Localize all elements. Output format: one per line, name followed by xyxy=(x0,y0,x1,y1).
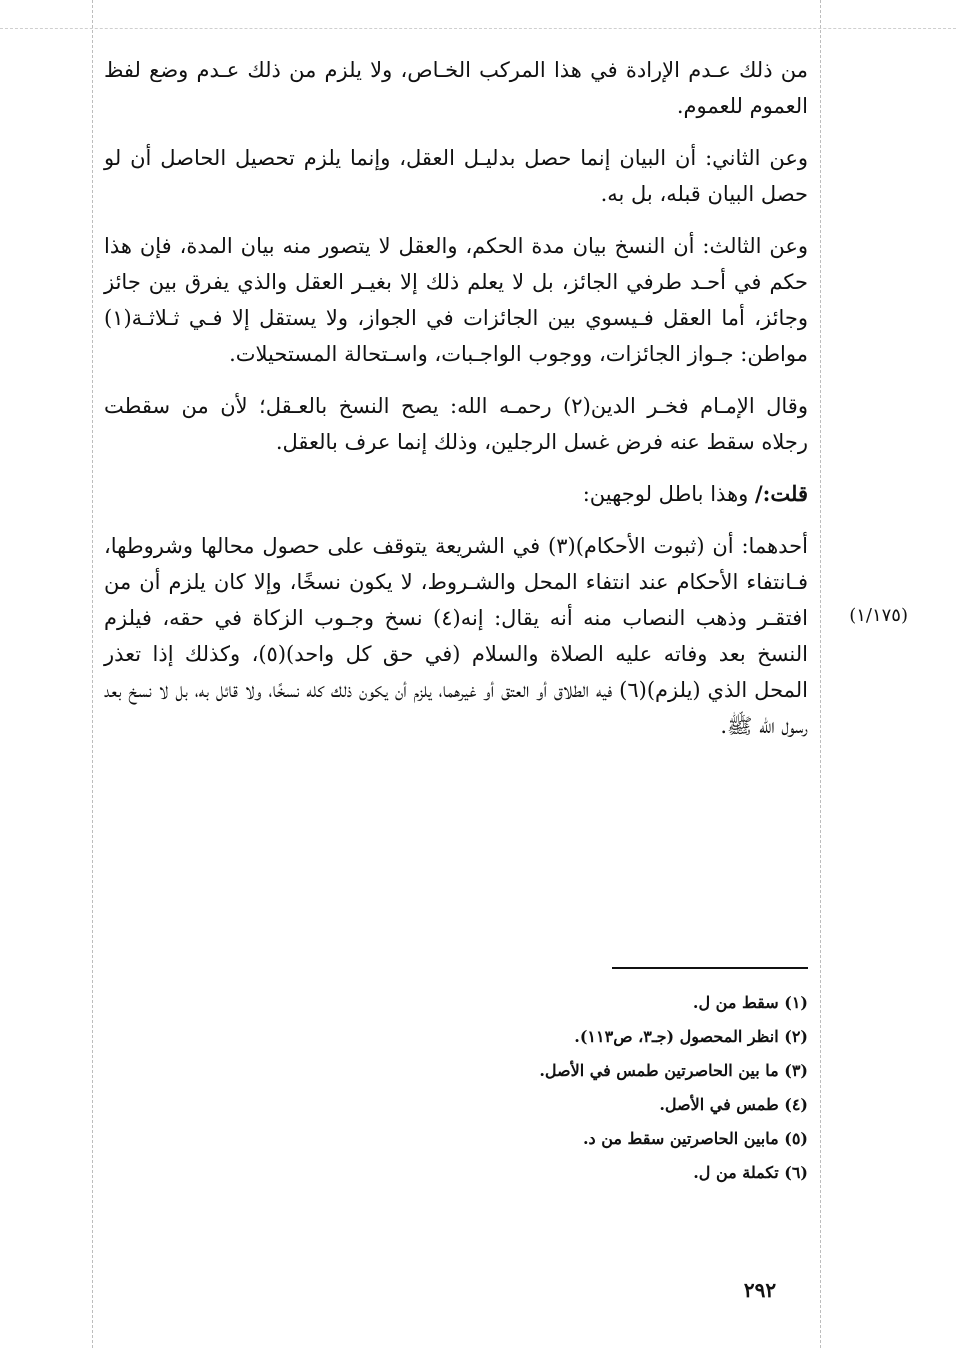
paragraph: من ذلك عـدم الإرادة في هذا المركب الخـاص، ولا يلزم من ذلك عـدم وضع لفظ العموم للعموم. xyxy=(104,58,808,118)
scan-guide-line xyxy=(92,0,93,1348)
scan-guide-line xyxy=(820,0,821,1348)
qult-text: وهذا باطل لوجهين: xyxy=(582,482,755,506)
footnote: (٦) تكملة من ل. xyxy=(693,1163,808,1182)
footnote: (٢) انظر المحصول (جـ٣، ص١١٣). xyxy=(574,1027,808,1046)
page-number: ٢٩٢ xyxy=(743,1278,777,1302)
main-text xyxy=(104,52,808,760)
scan-guide-line xyxy=(0,28,956,29)
manuscript-folio-marker: (١/١٧٥) xyxy=(849,605,908,626)
paragraph: أحدهما: أن (ثبوت الأحكام)(٣) في الشريعة يتوقف على حصول محالها وشروطها، فـانتفاء الأحكام عند انتفاء المحل والشـروط، لا يكون نسخًا، وإلا كان يلزم أن من افتقـر وذهب النصاب منه أنه يقال: إنه(٤) نسخ وجـوب الزكاة في حقه، فيلزم النسخ بعد وفاته عليه الصلاة والسلام (في حق كل واحد)(٥)، وكذلك إذا تعذر المحل الذي (يلزم)(٦) فيه الطلاق أو العتق أو غيرهما، يلزم أن يكون ذلك كله نسخًا، ولا قائل به، بل لا نسخ بعد رسول الله ﷺ. xyxy=(104,534,809,738)
qult-lead: قلت:/ xyxy=(754,481,808,506)
paragraph: وقال الإمـام فخـر الدين(٢) رحمـه الله: يصح النسخ بالعـقل؛ لأن من سقطت رجلاه سقط عنه فرض غسل الرجلين، وذلك إنما عرف بالعقل. xyxy=(104,394,808,454)
footnote: (٣) ما بين الحاصرتين طمس في الأصل. xyxy=(539,1061,808,1080)
footnote-separator xyxy=(612,967,808,969)
footnotes xyxy=(400,986,808,1190)
paragraph-qult xyxy=(104,476,808,512)
paragraph: وعن الثاني: أن البيان إنما حصل بدليـل العقل، وإنما يلزم تحصيل الحاصل أن لو حصل البيان قبله، بل به. xyxy=(104,146,808,206)
footnote: (٤) طمس في الأصل. xyxy=(659,1095,808,1114)
footnote: (١) سقط من ل. xyxy=(692,993,808,1012)
footnote: (٥) مابين الحاصرتين سقط من د. xyxy=(582,1129,808,1148)
paragraph: وعن الثالث: أن النسخ بيان مدة الحكم، والعقل لا يتصور منه بيان المدة، فإن هذا حكم في أحـد طرفي الجائز، بل لا يعلم ذلك إلا بغيـر العقل والذي يفرق بين جائز وجائز، أما العقل فـيسوي بين الجائزات في الجواز، ولا يستقل إلا فـي ثـلاثـة(١) مواطن: جـواز الجائزات، ووجوب الواجـبات، واسـتحالة المستحيلات. xyxy=(104,234,808,366)
